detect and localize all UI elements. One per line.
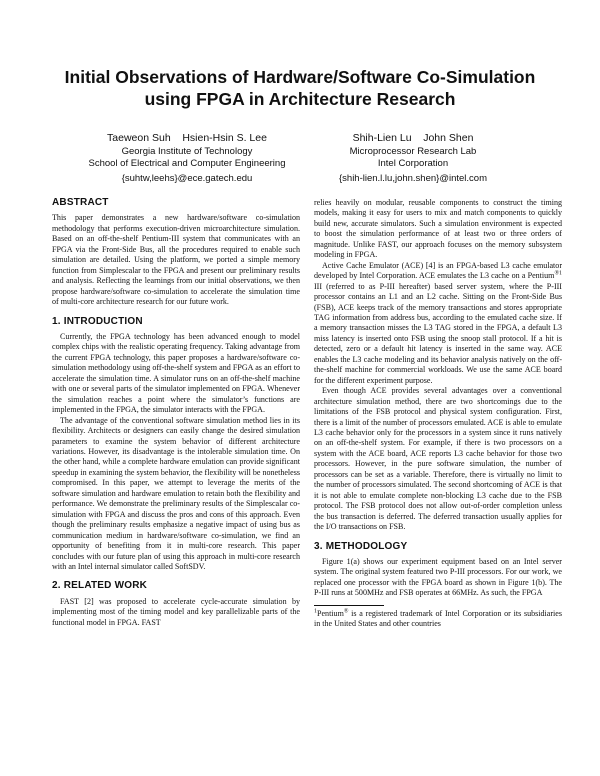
author-email: {suhtw,leehs}@ece.gatech.edu [121, 173, 253, 184]
author-block-gatech [72, 132, 302, 185]
footnote-registered-mark: ® [343, 608, 349, 615]
intro-paragraph: The advantage of the conventional software simulation method lies in its flexibility. Architects or designers can easily change the desired simulation parameters to examine the system behavior of different architecture variations. However, its disadvantage is the intolerable simulation time. On the other hand, while a complete hardware emulation can provide significant speedup in examining the system behavior, the flexibility will be nonetheless compromised. In this paper, we attempt to leverage the merits of the software simulation and hardware emulation to retain both the flexibility and performance. We demonstrate the preliminary results of the Simplescalar co-simulation with FPGA and discuss the pros and cons of this approach. Even though the preliminary results emphasize a negative impact of using bus as communication medium in hardware/software co-simulation, we find an opportunity of benefiting from it in multi-core research. This paper concludes with our future plan of using this approach in multi-core research with an Intel internal simulator called SoftSDV. [52, 415, 300, 571]
author-names: Taeweon Suh Hsien-Hsin S. Lee [107, 132, 267, 144]
footnote-end: is a registered trademark of Intel Corporation or its subsidiaries in the United States and other countries [314, 608, 562, 629]
title-line-1: Initial Observations of Hardware/Software Co-Simulation [64, 67, 536, 87]
title-line-2: using FPGA in Architecture Research [144, 89, 456, 109]
introduction-heading: 1. INTRODUCTION [52, 315, 143, 327]
footnote-text [314, 609, 562, 630]
abstract-heading: ABSTRACT [52, 197, 109, 208]
related-work-heading: 2. RELATED WORK [52, 580, 148, 592]
author-email: {shih-lien.l.lu,john.shen}@intel.com [338, 173, 487, 184]
intro-paragraph: Currently, the FPGA technology has been advanced enough to model complex chips with the realistic operating frequency. Taking advantage from the current FPGA technology, this paper proposes a hardware/software co-simulation methodology using off-the-shelf system and FPGA as an effort to accelerate the simulation time. A simulator runs on an off-the-shelf machine with one or several parts of the simulator implemented on FPGA. Whenever the simulation reaches a point where the simulator’s functions are implemented in the FPGA, the simulator interacts with the FPGA. [52, 331, 300, 415]
left-column [52, 198, 300, 628]
footnote-rule [314, 605, 384, 606]
author-affiliation: Microprocessor Research Lab [349, 146, 477, 157]
author-block-intel [318, 132, 508, 185]
related-work-paragraph: FAST [2] was proposed to accelerate cycle-accurate simulation by implementing most of the timing model and key parallelizable parts of the functional model in FPGA. FAST [52, 596, 300, 627]
footnote [314, 609, 562, 630]
footnote-start: Pentium [317, 608, 344, 618]
author-department: School of Electrical and Computer Engineering [88, 158, 286, 169]
abstract-text: This paper demonstrates a new hardware/software co-simulation methodology that performs execution-driven microarchitecture simulation. Based on an off-the-shelf Pentium-III system that communicates with an FPGA via the Front-Side Bus, all the procedures required to enable such simulation are detailed. Using the platform, we ported a simple memory function from Simplescalar to the FPGA and present our preliminary results and analysis. Reflecting the learnings from our initial observations, we then propose hardware/software co-simulation to accelerate the simulation time of multi-core architecture research for our future work. [52, 213, 300, 307]
ace-shortcomings-paragraph: Even though ACE provides several advantages over a conventional architecture simulation method, there are two shortcomings due to the limitations of the FSB protocol and physical system configuration. First, there is a limit of the number of processors emulated. ACE is able to emulate L3 cache behavior only for the processors in a system since it runs natively on an off-the-shelf system. For example, if there is two processors on a system with the ACE board, ACE reports L3 cache behavior for those two processors. However, in the pure software simulation, the number of processors can be set as a variable. Therefore, there is virtually no limit to the number of processors simulated. The second shortcoming of ACE is that it is not able to emulate complete non-blocking L3 cache due to the FSB protocol. The FSB protocol does not allow out-of-order completion unless the bus transaction is deferred. The deferred transaction usually applies for the I/O transactions on FSB. [314, 386, 562, 532]
ace-text-end: III (referred to as P-III hereafter) based server system, where the P-III processor contains an L1 and an L2 cache. Sitting on the Front-Side Bus (FSB), ACE keeps track of the memory transactions and stores appropriate TAG information from address bus, according to the emulated cache size. If a memory transaction misses the L3 TAG stored in the FPGA, a default L3 miss latency is inserted onto FSB using the snoop stall protocol. If a hit is detected, zero or a default hit latency is inserted in the same way. ACE enables the L3 cache modeling and its behavior analysis natively on the off-the-shelf machine for commercial workloads. We use the same ACE board for the different experiment purpose. [314, 281, 562, 385]
ace-paragraph [314, 261, 562, 386]
author-names: Shih-Lien Lu John Shen [352, 132, 474, 144]
right-column [314, 198, 562, 630]
methodology-paragraph: Figure 1(a) shows our experiment equipment based on an Intel server system. The original system featured two P-III processors. For our work, we replaced one processor with the FPGA board as shown in Figure 1(b). The P-III runs at 500MHz and FSB operates at 66MHz. As such, the FPGA [314, 556, 562, 598]
related-work-continuation: relies heavily on modular, reusable components to construct the timing models, making it easy for users to mix and match components to quickly build new, accurate simulators. Such a simulation environment is expected to boost the simulation performance of at least two or three orders of magnitude. Unlike FAST, our approach focuses on the memory subsystem modeling in FPGA. [314, 198, 562, 260]
author-department: Intel Corporation [377, 158, 449, 169]
footnote-number: 1 [314, 608, 317, 615]
footnote-marker: 1 [559, 270, 562, 277]
paper-title [0, 66, 600, 110]
author-affiliation: Georgia Institute of Technology [121, 146, 253, 157]
ace-text-start: Active Cache Emulator (ACE) [4] is an FPGA-based L3 cache emulator developed by Intel Corporation. ACE emulates the L3 cache on a Pentium [314, 260, 562, 281]
methodology-heading: 3. METHODOLOGY [314, 540, 408, 552]
registered-mark: ® [554, 270, 559, 277]
